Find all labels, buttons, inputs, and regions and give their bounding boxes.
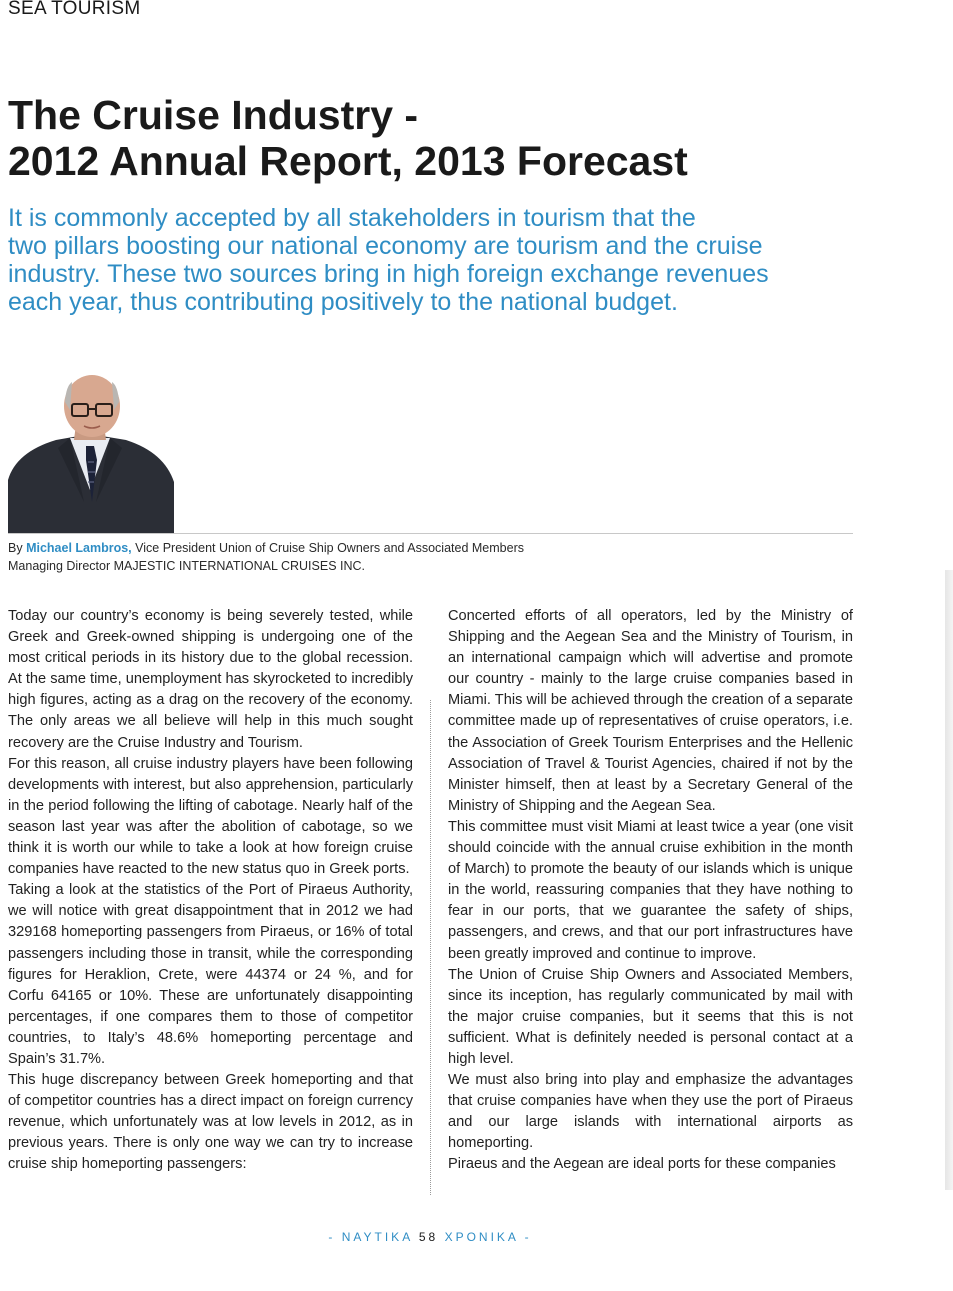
lead-line-3: industry. These two sources bring in high foreign exchange revenues	[8, 260, 769, 288]
lead-line-1: It is commonly accepted by all stakeholders in tourism that the	[8, 204, 696, 232]
left-paragraph-3: Taking a look at the statistics of the Port of Piraeus Authority, we will notice with great disappointment that in 2012 we had 329168 homeporting passengers from Piraeus, or 16% of total passengers including those in transit, while the corresponding figures for Heraklion, Crete, were 44374 or 24 %, and for Corfu 64165 or 10%. These are unfortunately disappointing percentages, if one compares them to those of competitor countries, to Italy’s 48.6% homeporting percentage and Spain’s 31.7%.	[8, 882, 413, 1067]
right-paragraph-2: This committee must visit Miami at least twice a year (one visit should coincide with the annual cruise exhibition in the month of March) to promote the beauty of our islands which is unique in the world, reassuring companies that they have nothing to fear in our ports, that we guarantee the safety of ships, passengers, and crews, and that our port infrastructures have been greatly improved and continue to improve.	[448, 818, 853, 962]
author-role-2: Managing Director MAJESTIC INTERNATIONAL CRUISES INC.	[8, 559, 366, 573]
article-title	[8, 92, 908, 184]
byline	[8, 539, 858, 575]
byline-divider	[8, 533, 853, 534]
lead-line-2: two pillars boosting our national economy are tourism and the cruise	[8, 232, 763, 260]
author-role-1: Vice President Union of Cruise Ship Owners and Associated Members	[131, 541, 524, 555]
lead-paragraph	[8, 204, 908, 316]
right-paragraph-4: We must also bring into play and emphasize the advantages that cruise companies have when they use the port of Piraeus and our large islands with international airports as homeporting.	[448, 1072, 853, 1152]
left-paragraph-4: This huge discrepancy between Greek homeporting and that of competitor countries has a direct impact on foreign currency revenue, which unfortunately was at low levels in 2012, as in previous years. There is only one way we can try to increase cruise ship homeporting passengers:	[8, 1072, 413, 1173]
author-name: Michael Lambros,	[26, 541, 132, 555]
author-portrait	[8, 372, 174, 534]
title-line-2: 2012 Annual Report, 2013 Forecast	[8, 138, 688, 184]
article-column-right	[448, 606, 853, 1176]
page-footer	[0, 1230, 860, 1244]
byline-by: By	[8, 541, 27, 555]
right-paragraph-5: Piraeus and the Aegean are ideal ports for these companies	[448, 1156, 836, 1173]
left-paragraph-1: Today our country’s economy is being severely tested, while Greek and Greek-owned shipping is undergoing one of the most critical periods in its history due to the global recession. At the same time, unemployment has skyrocketed to incredibly high figures, acting as a drag on the recovery of the economy. The only areas we all believe will help in this much sought recovery are the Cruise Industry and Tourism.	[8, 608, 413, 751]
right-paragraph-1: Concerted efforts of all operators, led by the Ministry of Shipping and the Aegean Sea and the Ministry of Tourism, in an international campaign which will advertise and promote our country - mainly to the large cruise companies based in Miami. This will be achieved through the creation of a separate committee made up of representatives of cruise operators, i.e. the Association of Greek Tourism Enterprises and the Hellenic Association of Travel & Tourist Agencies, chaired if not by the Minister himself, then at least by a Secretary General of the Ministry of Shipping and the Aegean Sea.	[448, 608, 853, 814]
title-line-1: The Cruise Industry -	[8, 92, 419, 138]
footer-right: ΧΡΟΝΙΚΑ -	[438, 1230, 532, 1244]
column-divider	[430, 700, 431, 1195]
right-paragraph-3: The Union of Cruise Ship Owners and Associated Members, since its inception, has regularly communicated by mail with the major cruise companies, but it seems that this is not sufficient. What is definitely needed is personal contact at a high level.	[448, 966, 853, 1067]
footer-left: - ΝΑΥΤΙΚΑ	[328, 1230, 419, 1244]
article-column-left	[8, 606, 413, 1176]
byline-line-1	[8, 539, 858, 557]
section-label: SEA TOURISM	[8, 0, 141, 19]
lead-line-4: each year, thus contributing positively to the national budget.	[8, 288, 678, 316]
page-number: 58	[418, 1230, 439, 1244]
page-edge-shadow	[945, 570, 953, 1190]
left-paragraph-2: For this reason, all cruise industry players have been following developments with interest, but also apprehension, particularly in the period following the lifting of cabotage. Nearly half of the season last year was after the abolition of cabotage, so we think it is worth our while to take a look at how foreign cruise companies have reacted to the new status quo in Greek ports.	[8, 755, 413, 878]
